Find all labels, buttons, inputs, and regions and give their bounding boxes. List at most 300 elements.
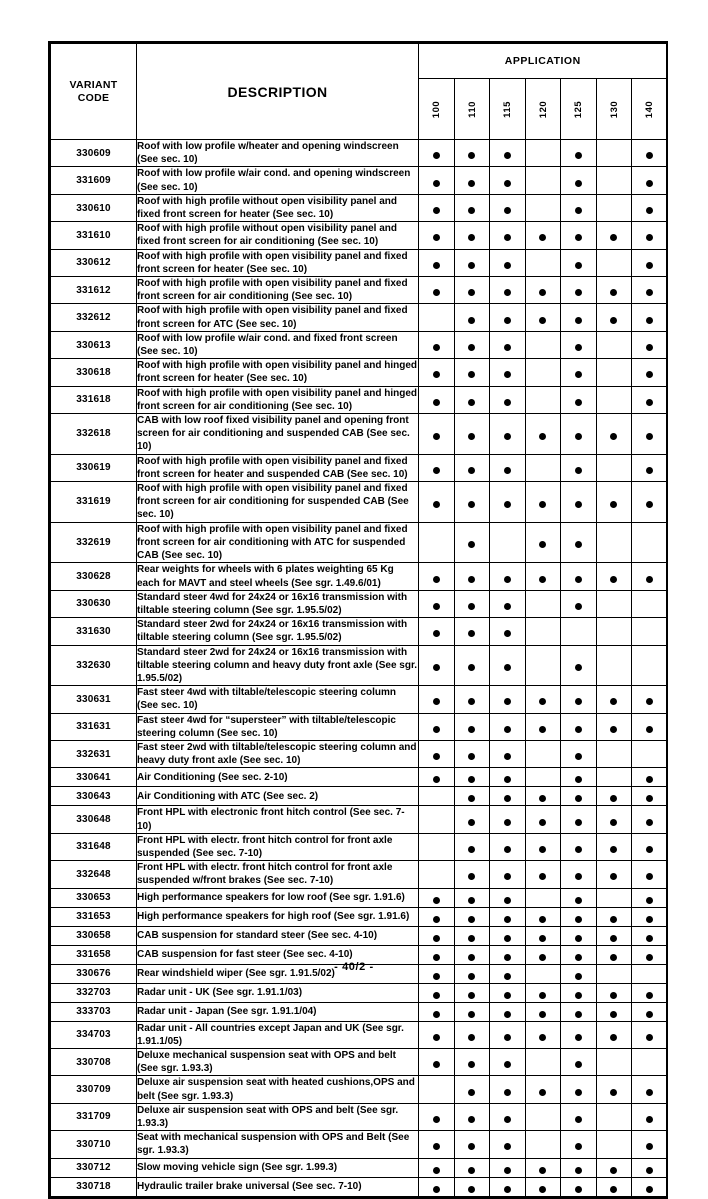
header-app-col-120: [525, 79, 561, 140]
application-dot-icon: [646, 846, 653, 853]
application-cell-115: [490, 806, 526, 833]
application-cell-120: [525, 277, 561, 304]
application-cell-120: [525, 926, 561, 945]
application-cell-110: [454, 833, 490, 860]
table-row: [51, 888, 668, 907]
application-cell-120: [525, 1076, 561, 1103]
application-dot-icon: [468, 698, 475, 705]
application-dot-icon: [539, 1089, 546, 1096]
application-cell-125: [561, 1103, 597, 1130]
variant-code-cell: 330658: [51, 926, 137, 945]
application-cell-125: [561, 740, 597, 767]
application-cell-130: [596, 686, 632, 713]
application-cell-110: [454, 768, 490, 787]
application-dot-icon: [575, 1011, 582, 1018]
application-cell-115: [490, 482, 526, 523]
description-cell: High performance speakers for low roof (See sgr. 1.91.6): [137, 888, 419, 907]
application-dot-icon: [468, 916, 475, 923]
application-dot-icon: [575, 399, 582, 406]
header-app-col-120-label: 120: [537, 100, 549, 118]
application-cell-100: [419, 563, 455, 590]
application-cell-115: [490, 1048, 526, 1075]
application-dot-icon: [575, 1143, 582, 1150]
application-cell-115: [490, 1103, 526, 1130]
application-cell-100: [419, 740, 455, 767]
application-cell-120: [525, 1158, 561, 1177]
application-dot-icon: [575, 180, 582, 187]
application-dot-icon: [433, 371, 440, 378]
application-cell-110: [454, 359, 490, 386]
application-cell-130: [596, 222, 632, 249]
application-dot-icon: [610, 576, 617, 583]
table-row: [51, 1131, 668, 1158]
application-dot-icon: [433, 897, 440, 904]
application-dot-icon: [468, 1089, 475, 1096]
table-row: [51, 563, 668, 590]
description-cell: Standard steer 2wd for 24x24 or 16x16 transmission with tiltable steering column (See sgr. 1.95.5/02): [137, 618, 419, 645]
variant-code-cell: 330643: [51, 787, 137, 806]
application-dot-icon: [433, 344, 440, 351]
application-cell-120: [525, 740, 561, 767]
application-dot-icon: [504, 935, 511, 942]
application-cell-110: [454, 249, 490, 276]
application-dot-icon: [433, 467, 440, 474]
variant-code-cell: 331653: [51, 907, 137, 926]
application-dot-icon: [468, 262, 475, 269]
application-dot-icon: [468, 726, 475, 733]
application-cell-120: [525, 645, 561, 686]
application-cell-120: [525, 522, 561, 563]
application-dot-icon: [575, 317, 582, 324]
table-row: [51, 1158, 668, 1177]
application-dot-icon: [575, 916, 582, 923]
application-cell-110: [454, 1131, 490, 1158]
application-dot-icon: [468, 1167, 475, 1174]
application-cell-120: [525, 907, 561, 926]
application-cell-125: [561, 686, 597, 713]
application-dot-icon: [646, 1034, 653, 1041]
application-dot-icon: [575, 152, 582, 159]
application-dot-icon: [539, 935, 546, 942]
application-cell-140: [632, 1002, 668, 1021]
application-dot-icon: [575, 795, 582, 802]
application-dot-icon: [504, 433, 511, 440]
description-cell: Standard steer 4wd for 24x24 or 16x16 transmission with tiltable steering column (See sgr. 1.95.5/02): [137, 590, 419, 617]
description-cell: Roof with high profile with open visibility panel and fixed front screen for ATC (See sec. 10): [137, 304, 419, 331]
application-dot-icon: [468, 1143, 475, 1150]
table-row: [51, 1002, 668, 1021]
application-dot-icon: [575, 467, 582, 474]
application-dot-icon: [646, 180, 653, 187]
application-cell-120: [525, 686, 561, 713]
description-cell: Deluxe air suspension seat with heated cushions,OPS and belt (See sgr. 1.93.3): [137, 1076, 419, 1103]
application-cell-130: [596, 833, 632, 860]
application-cell-125: [561, 1177, 597, 1196]
application-cell-115: [490, 768, 526, 787]
variant-code-cell: 331658: [51, 945, 137, 964]
variant-code-cell: 330708: [51, 1048, 137, 1075]
application-cell-100: [419, 304, 455, 331]
application-cell-125: [561, 926, 597, 945]
application-cell-110: [454, 787, 490, 806]
application-dot-icon: [504, 207, 511, 214]
application-cell-110: [454, 522, 490, 563]
application-cell-120: [525, 983, 561, 1002]
application-cell-110: [454, 222, 490, 249]
application-cell-100: [419, 454, 455, 481]
application-dot-icon: [504, 576, 511, 583]
variant-code-cell: 331631: [51, 713, 137, 740]
application-cell-140: [632, 1158, 668, 1177]
application-cell-100: [419, 713, 455, 740]
application-dot-icon: [468, 234, 475, 241]
application-cell-130: [596, 1103, 632, 1130]
application-cell-140: [632, 277, 668, 304]
application-dot-icon: [610, 954, 617, 961]
application-dot-icon: [433, 207, 440, 214]
variant-code-cell: 332618: [51, 414, 137, 455]
variant-code-cell: 330609: [51, 140, 137, 167]
application-cell-130: [596, 249, 632, 276]
description-cell: Roof with low profile w/air cond. and fixed front screen (See sec. 10): [137, 331, 419, 358]
variant-code-cell: 330610: [51, 194, 137, 221]
application-cell-115: [490, 686, 526, 713]
application-dot-icon: [468, 897, 475, 904]
application-cell-140: [632, 454, 668, 481]
application-dot-icon: [468, 873, 475, 880]
application-cell-120: [525, 787, 561, 806]
application-cell-120: [525, 331, 561, 358]
table-row: [51, 907, 668, 926]
application-cell-140: [632, 563, 668, 590]
application-cell-130: [596, 1158, 632, 1177]
application-cell-110: [454, 907, 490, 926]
application-dot-icon: [433, 1034, 440, 1041]
variant-code-cell: 330718: [51, 1177, 137, 1196]
application-cell-140: [632, 249, 668, 276]
application-cell-140: [632, 740, 668, 767]
application-cell-115: [490, 713, 526, 740]
application-cell-110: [454, 1048, 490, 1075]
application-dot-icon: [575, 1089, 582, 1096]
header-app-col-140-label: 140: [643, 100, 655, 118]
application-dot-icon: [646, 234, 653, 241]
application-cell-110: [454, 482, 490, 523]
application-cell-100: [419, 359, 455, 386]
application-dot-icon: [575, 207, 582, 214]
application-cell-120: [525, 1177, 561, 1196]
application-cell-115: [490, 194, 526, 221]
application-cell-100: [419, 1048, 455, 1075]
application-dot-icon: [575, 603, 582, 610]
application-dot-icon: [504, 1034, 511, 1041]
application-cell-100: [419, 1002, 455, 1021]
application-cell-110: [454, 1002, 490, 1021]
application-cell-130: [596, 806, 632, 833]
application-dot-icon: [646, 576, 653, 583]
application-dot-icon: [646, 1167, 653, 1174]
application-cell-130: [596, 907, 632, 926]
application-cell-125: [561, 359, 597, 386]
table-body: [51, 140, 668, 1197]
application-cell-125: [561, 277, 597, 304]
application-dot-icon: [539, 289, 546, 296]
application-cell-125: [561, 331, 597, 358]
variant-code-cell: 333703: [51, 1002, 137, 1021]
application-cell-100: [419, 686, 455, 713]
application-dot-icon: [504, 603, 511, 610]
application-dot-icon: [646, 776, 653, 783]
application-cell-125: [561, 645, 597, 686]
application-cell-100: [419, 768, 455, 787]
application-cell-140: [632, 522, 668, 563]
application-cell-115: [490, 249, 526, 276]
application-cell-115: [490, 618, 526, 645]
application-dot-icon: [610, 698, 617, 705]
application-dot-icon: [433, 180, 440, 187]
application-dot-icon: [468, 180, 475, 187]
variant-code-cell: 330676: [51, 964, 137, 983]
application-cell-110: [454, 645, 490, 686]
application-cell-125: [561, 194, 597, 221]
application-dot-icon: [504, 344, 511, 351]
application-dot-icon: [646, 262, 653, 269]
application-cell-115: [490, 222, 526, 249]
application-dot-icon: [504, 467, 511, 474]
application-cell-115: [490, 1076, 526, 1103]
description-cell: Seat with mechanical suspension with OPS and Belt (See sgr. 1.93.3): [137, 1131, 419, 1158]
application-dot-icon: [646, 795, 653, 802]
application-dot-icon: [575, 234, 582, 241]
application-dot-icon: [575, 726, 582, 733]
header-application: APPLICATION: [419, 44, 668, 79]
application-dot-icon: [575, 541, 582, 548]
header-description: DESCRIPTION: [137, 44, 419, 140]
application-cell-115: [490, 590, 526, 617]
application-cell-110: [454, 1103, 490, 1130]
application-dot-icon: [646, 916, 653, 923]
application-dot-icon: [433, 234, 440, 241]
application-dot-icon: [468, 371, 475, 378]
application-cell-115: [490, 522, 526, 563]
application-cell-130: [596, 304, 632, 331]
application-cell-125: [561, 1048, 597, 1075]
application-cell-115: [490, 331, 526, 358]
application-dot-icon: [646, 399, 653, 406]
application-cell-110: [454, 1177, 490, 1196]
application-cell-100: [419, 1177, 455, 1196]
application-cell-125: [561, 806, 597, 833]
application-dot-icon: [646, 819, 653, 826]
application-dot-icon: [539, 1186, 546, 1193]
table-row: [51, 740, 668, 767]
application-dot-icon: [468, 541, 475, 548]
application-dot-icon: [468, 935, 475, 942]
description-cell: Radar unit - Japan (See sgr. 1.91.1/04): [137, 1002, 419, 1021]
variant-code-cell: 332612: [51, 304, 137, 331]
application-dot-icon: [610, 1011, 617, 1018]
variant-application-table: [48, 41, 668, 1199]
application-dot-icon: [610, 795, 617, 802]
application-cell-130: [596, 713, 632, 740]
description-cell: CAB suspension for standard steer (See sec. 4-10): [137, 926, 419, 945]
description-cell: Air Conditioning with ATC (See sec. 2): [137, 787, 419, 806]
application-dot-icon: [433, 664, 440, 671]
application-cell-130: [596, 386, 632, 413]
application-cell-115: [490, 740, 526, 767]
application-cell-130: [596, 926, 632, 945]
application-cell-110: [454, 386, 490, 413]
table-row: [51, 1021, 668, 1048]
application-dot-icon: [468, 954, 475, 961]
application-cell-125: [561, 618, 597, 645]
application-dot-icon: [504, 698, 511, 705]
application-dot-icon: [646, 371, 653, 378]
variant-code-cell: 330613: [51, 331, 137, 358]
application-dot-icon: [610, 846, 617, 853]
application-cell-140: [632, 768, 668, 787]
application-dot-icon: [646, 873, 653, 880]
application-cell-130: [596, 1177, 632, 1196]
application-dot-icon: [539, 1167, 546, 1174]
application-dot-icon: [610, 916, 617, 923]
application-dot-icon: [433, 954, 440, 961]
application-dot-icon: [468, 433, 475, 440]
application-cell-130: [596, 1002, 632, 1021]
application-cell-120: [525, 861, 561, 888]
application-dot-icon: [468, 664, 475, 671]
application-cell-140: [632, 1048, 668, 1075]
application-dot-icon: [575, 954, 582, 961]
description-cell: Slow moving vehicle sign (See sgr. 1.99.3): [137, 1158, 419, 1177]
table-row: [51, 833, 668, 860]
application-cell-120: [525, 1048, 561, 1075]
variant-code-cell: 331648: [51, 833, 137, 860]
application-dot-icon: [646, 954, 653, 961]
table-row: [51, 331, 668, 358]
application-cell-100: [419, 167, 455, 194]
application-cell-115: [490, 926, 526, 945]
application-cell-125: [561, 386, 597, 413]
application-dot-icon: [468, 501, 475, 508]
application-cell-100: [419, 833, 455, 860]
table-row: [51, 1103, 668, 1130]
application-cell-115: [490, 888, 526, 907]
application-cell-100: [419, 1021, 455, 1048]
application-dot-icon: [433, 1116, 440, 1123]
table-header: [51, 44, 668, 140]
description-cell: Roof with high profile with open visibility panel and fixed front screen for heater and suspended CAB (See sec. 10): [137, 454, 419, 481]
application-cell-100: [419, 414, 455, 455]
application-cell-125: [561, 833, 597, 860]
application-dot-icon: [504, 819, 511, 826]
application-cell-120: [525, 768, 561, 787]
description-cell: Deluxe mechanical suspension seat with OPS and belt (See sgr. 1.93.3): [137, 1048, 419, 1075]
application-dot-icon: [575, 819, 582, 826]
application-cell-115: [490, 167, 526, 194]
page-footer: - 40/2 -: [334, 961, 374, 973]
application-dot-icon: [646, 698, 653, 705]
application-dot-icon: [575, 344, 582, 351]
application-dot-icon: [575, 1116, 582, 1123]
application-dot-icon: [504, 371, 511, 378]
application-cell-100: [419, 645, 455, 686]
application-cell-130: [596, 140, 632, 167]
application-cell-130: [596, 787, 632, 806]
application-dot-icon: [646, 1011, 653, 1018]
application-cell-140: [632, 1076, 668, 1103]
application-cell-140: [632, 861, 668, 888]
variant-code-cell: 332703: [51, 983, 137, 1002]
application-cell-140: [632, 1103, 668, 1130]
variant-code-cell: 330648: [51, 806, 137, 833]
application-dot-icon: [575, 1034, 582, 1041]
application-dot-icon: [433, 501, 440, 508]
table-row: [51, 167, 668, 194]
application-cell-125: [561, 590, 597, 617]
variant-code-cell: 330619: [51, 454, 137, 481]
application-cell-100: [419, 331, 455, 358]
application-cell-115: [490, 787, 526, 806]
variant-code-cell: 334703: [51, 1021, 137, 1048]
application-dot-icon: [575, 992, 582, 999]
application-cell-120: [525, 194, 561, 221]
application-dot-icon: [468, 973, 475, 980]
application-cell-125: [561, 482, 597, 523]
description-cell: High performance speakers for high roof (See sgr. 1.91.6): [137, 907, 419, 926]
application-dot-icon: [646, 1143, 653, 1150]
table-row: [51, 194, 668, 221]
application-dot-icon: [468, 576, 475, 583]
application-dot-icon: [539, 873, 546, 880]
application-cell-125: [561, 713, 597, 740]
application-cell-140: [632, 907, 668, 926]
application-dot-icon: [646, 1089, 653, 1096]
variant-code-cell: 332631: [51, 740, 137, 767]
application-dot-icon: [539, 846, 546, 853]
catalog-table: [50, 43, 668, 1197]
table-row: [51, 359, 668, 386]
application-dot-icon: [504, 1186, 511, 1193]
description-cell: Front HPL with electr. front hitch control for front axle suspended w/front brakes (See sec. 7-10): [137, 861, 419, 888]
table-row: [51, 249, 668, 276]
table-row: [51, 983, 668, 1002]
application-cell-100: [419, 983, 455, 1002]
application-cell-110: [454, 414, 490, 455]
variant-code-cell: 330710: [51, 1131, 137, 1158]
application-cell-100: [419, 249, 455, 276]
header-app-col-125: [561, 79, 597, 140]
application-cell-100: [419, 1158, 455, 1177]
description-cell: Roof with low profile w/heater and opening windscreen (See sec. 10): [137, 140, 419, 167]
application-dot-icon: [468, 1186, 475, 1193]
application-dot-icon: [610, 873, 617, 880]
application-cell-130: [596, 1021, 632, 1048]
application-cell-120: [525, 482, 561, 523]
application-cell-125: [561, 1021, 597, 1048]
application-cell-115: [490, 386, 526, 413]
application-dot-icon: [504, 753, 511, 760]
application-cell-110: [454, 454, 490, 481]
application-dot-icon: [610, 726, 617, 733]
application-cell-140: [632, 806, 668, 833]
application-cell-120: [525, 386, 561, 413]
application-cell-110: [454, 861, 490, 888]
application-cell-120: [525, 590, 561, 617]
table-row: [51, 1048, 668, 1075]
application-dot-icon: [433, 1011, 440, 1018]
application-dot-icon: [646, 207, 653, 214]
